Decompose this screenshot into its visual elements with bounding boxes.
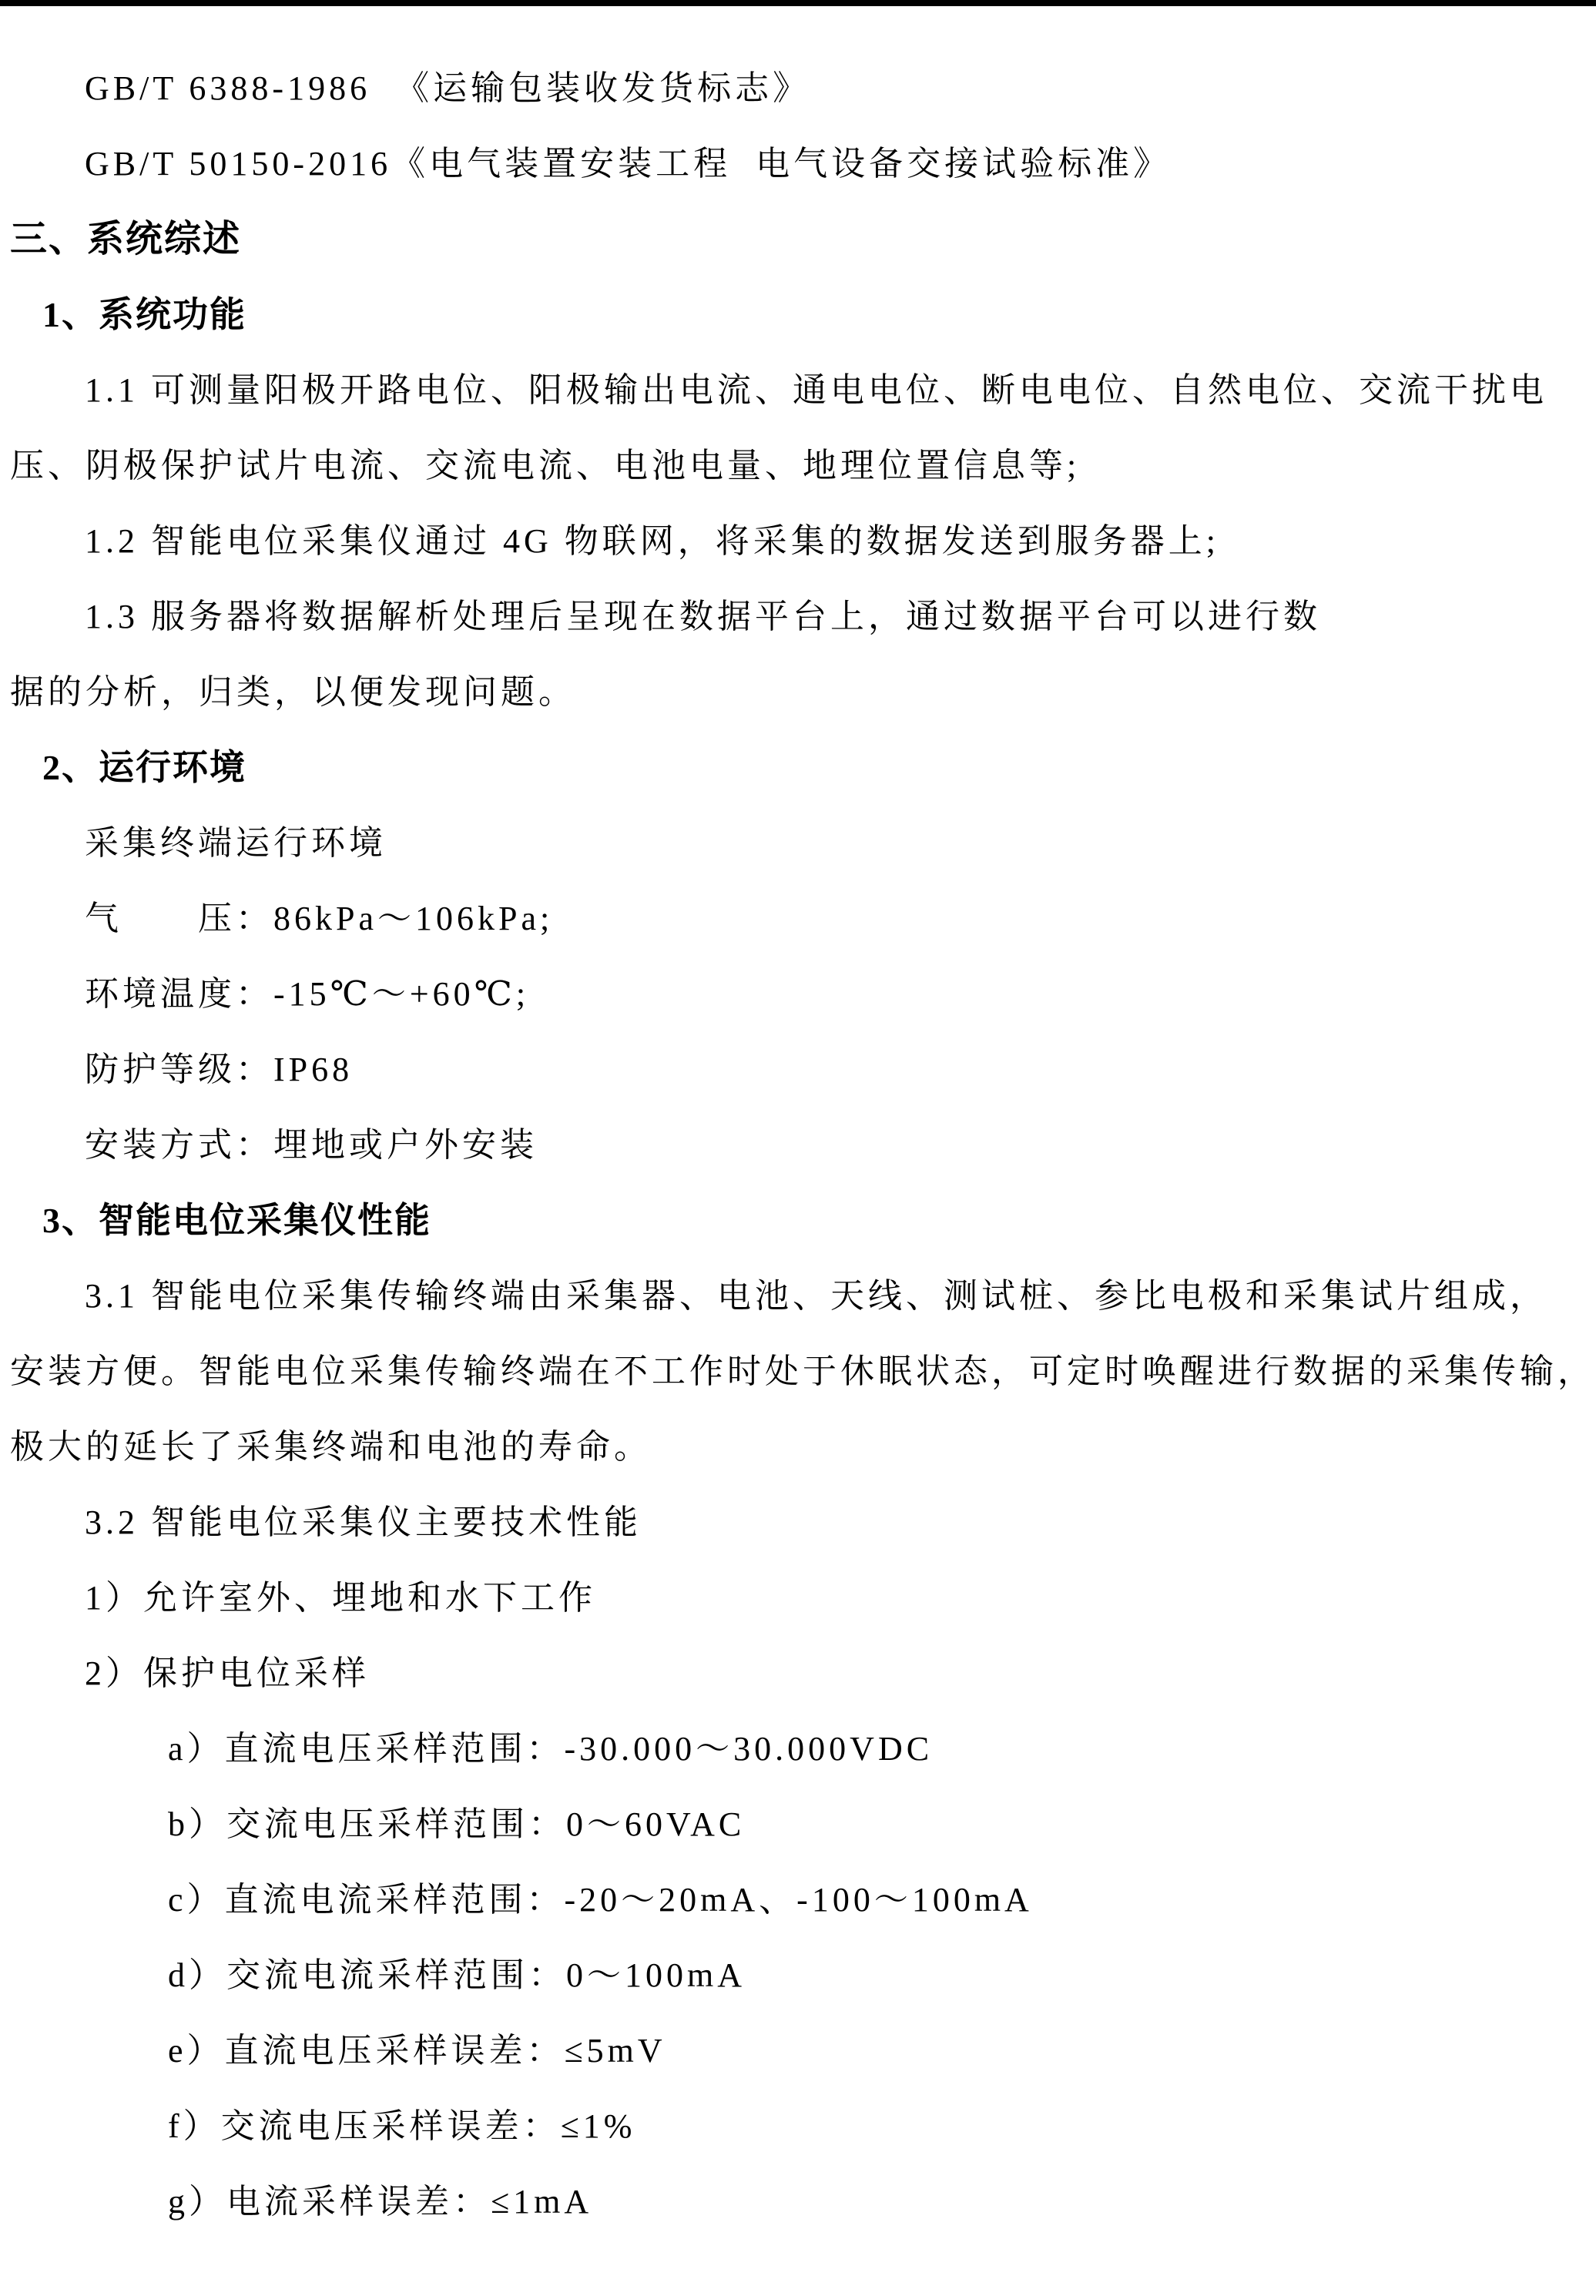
para-3-1-line-1: 3.1 智能电位采集传输终端由采集器、电池、天线、测试桩、参比电极和采集试片组成， <box>85 1277 1547 1315</box>
item-g-current-error: g）电流采样误差：≤1mA <box>168 2183 593 2221</box>
line-protection-rating: 防护等级：IP68 <box>85 1051 354 1088</box>
item-2-potential-sampling: 2）保护电位采样 <box>85 1654 370 1692</box>
top-border-bar <box>0 0 1596 6</box>
item-c-dc-current-range: c）直流电流采样范围：-20～20mA、-100～100mA <box>168 1881 1033 1919</box>
line-installation-method: 安装方式：埋地或户外安装 <box>85 1126 538 1164</box>
item-b-ac-voltage-range: b）交流电压采样范围：0～60VAC <box>168 1805 746 1843</box>
item-f-ac-voltage-error: f）交流电压采样误差：≤1% <box>168 2107 636 2145</box>
document-content <box>0 51 1596 2240</box>
para-1-2: 1.2 智能电位采集仪通过 4G 物联网，将采集的数据发送到服务器上; <box>85 522 1219 560</box>
line-ref-gbt-6388: GB/T 6388-1986 《运输包装收发货标志》 <box>85 69 811 107</box>
heading-collector-performance: 3、智能电位采集仪性能 <box>42 1201 431 1240</box>
para-1-3-line-1: 1.3 服务器将数据解析处理后呈现在数据平台上，通过数据平台可以进行数 <box>85 598 1321 635</box>
item-1-outdoor-work: 1）允许室外、埋地和水下工作 <box>85 1579 596 1617</box>
para-3-1-line-2: 安装方便。智能电位采集传输终端在不工作时处于休眠状态，可定时唤醒进行数据的采集传输， <box>10 1352 1595 1390</box>
heading-system-functions: 1、系统功能 <box>42 295 246 334</box>
heading-operating-environment: 2、运行环境 <box>42 748 246 787</box>
para-1-1-line-2: 压、阴极保护试片电流、交流电流、电池电量、地理位置信息等; <box>10 447 1081 484</box>
line-air-pressure: 气 压：86kPa～106kPa; <box>85 900 554 937</box>
heading-system-overview: 三、系统综述 <box>10 219 242 260</box>
item-e-dc-voltage-error: e）直流电压采样误差：≤5mV <box>168 2032 666 2070</box>
para-1-1-line-1: 1.1 可测量阳极开路电位、阳极输出电流、通电电位、断电电位、自然电位、交流干扰电 <box>85 371 1547 409</box>
item-a-dc-voltage-range: a）直流电压采样范围：-30.000～30.000VDC <box>168 1730 934 1768</box>
line-ambient-temperature: 环境温度：-15℃～+60℃; <box>85 975 530 1013</box>
item-d-ac-current-range: d）交流电流采样范围：0～100mA <box>168 1956 746 1994</box>
line-ref-gbt-50150: GB/T 50150-2016《电气装置安装工程 电气设备交接试验标准》 <box>85 145 1172 183</box>
para-1-3-line-2: 据的分析，归类，以便发现问题。 <box>10 673 576 711</box>
line-terminal-environment: 采集终端运行环境 <box>85 824 387 862</box>
line-3-2-title: 3.2 智能电位采集仪主要技术性能 <box>85 1503 642 1541</box>
para-3-1-line-3: 极大的延长了采集终端和电池的寿命。 <box>10 1428 652 1466</box>
